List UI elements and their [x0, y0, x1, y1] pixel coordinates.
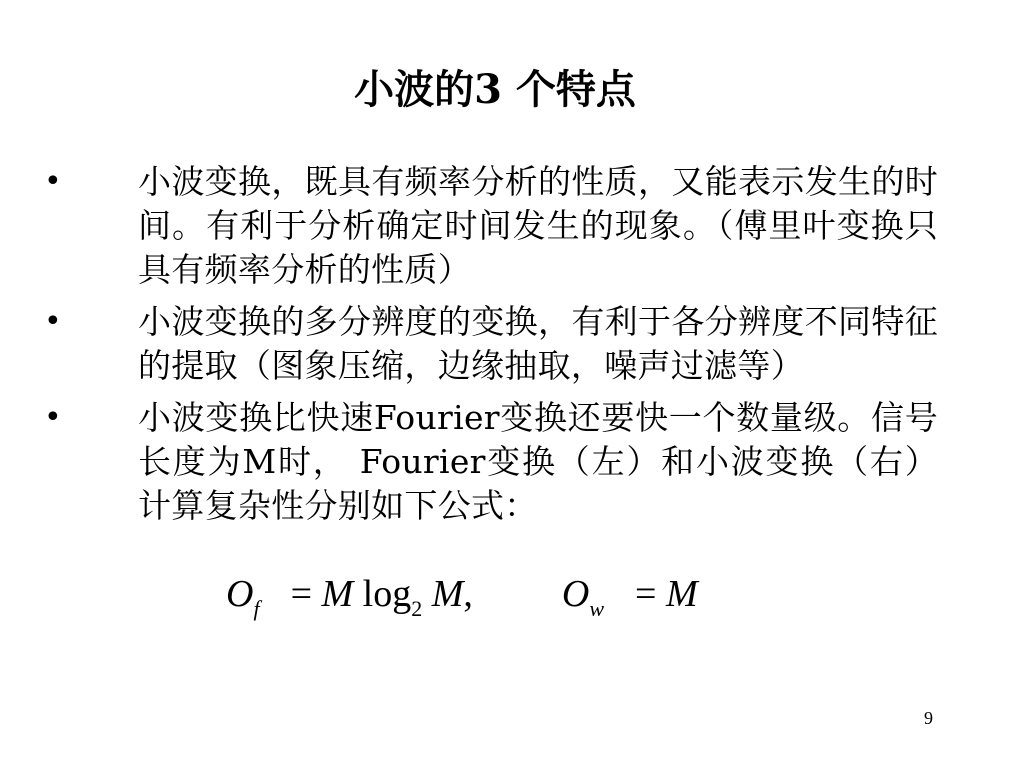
- bullet-marker: •: [44, 164, 62, 199]
- bullet-text: 小波变换的多分辨度的变换，有利于各分辨度不同特征的提取（图象压缩，边缘抽取，噪声过滤等）: [138, 302, 938, 385]
- bullet-item: [0, 396, 1024, 528]
- bullet-list: [0, 160, 1024, 536]
- formula-m: M: [665, 573, 698, 615]
- formula-m: M: [431, 573, 464, 615]
- bullet-text: 小波变换，既具有频率分析的性质，又能表示发生的时间。有利于分析确定时间发生的现象。（傅里叶变换只具有频率分析的性质）: [138, 162, 938, 289]
- formula-o-symbol: O: [561, 573, 590, 615]
- bullet-text: 小波变换比快速Fourier变换还要快一个数量级。信号长度为M时， Fourier变换（左）和小波变换（右）计算复杂性分别如下公式：: [138, 398, 938, 525]
- bullet-item: [0, 300, 1024, 388]
- formula-comma: ,: [463, 573, 473, 615]
- formula-equals: =: [635, 573, 657, 615]
- formula-w-subscript: w: [589, 596, 605, 621]
- bullet-marker: •: [44, 400, 62, 435]
- bullet-marker: •: [44, 304, 62, 339]
- page-number: 9: [924, 708, 933, 728]
- formula-o-symbol: O: [226, 573, 254, 615]
- complexity-formula: [226, 572, 698, 632]
- bullet-item: [0, 160, 1024, 292]
- formula-equals: =: [290, 573, 313, 615]
- formula-log-base: 2: [411, 596, 423, 621]
- formula-m: M: [321, 573, 354, 615]
- formula-log: log: [362, 573, 412, 615]
- slide-title: 小波的3 个特点: [354, 66, 636, 113]
- formula-f-subscript: f: [253, 596, 260, 621]
